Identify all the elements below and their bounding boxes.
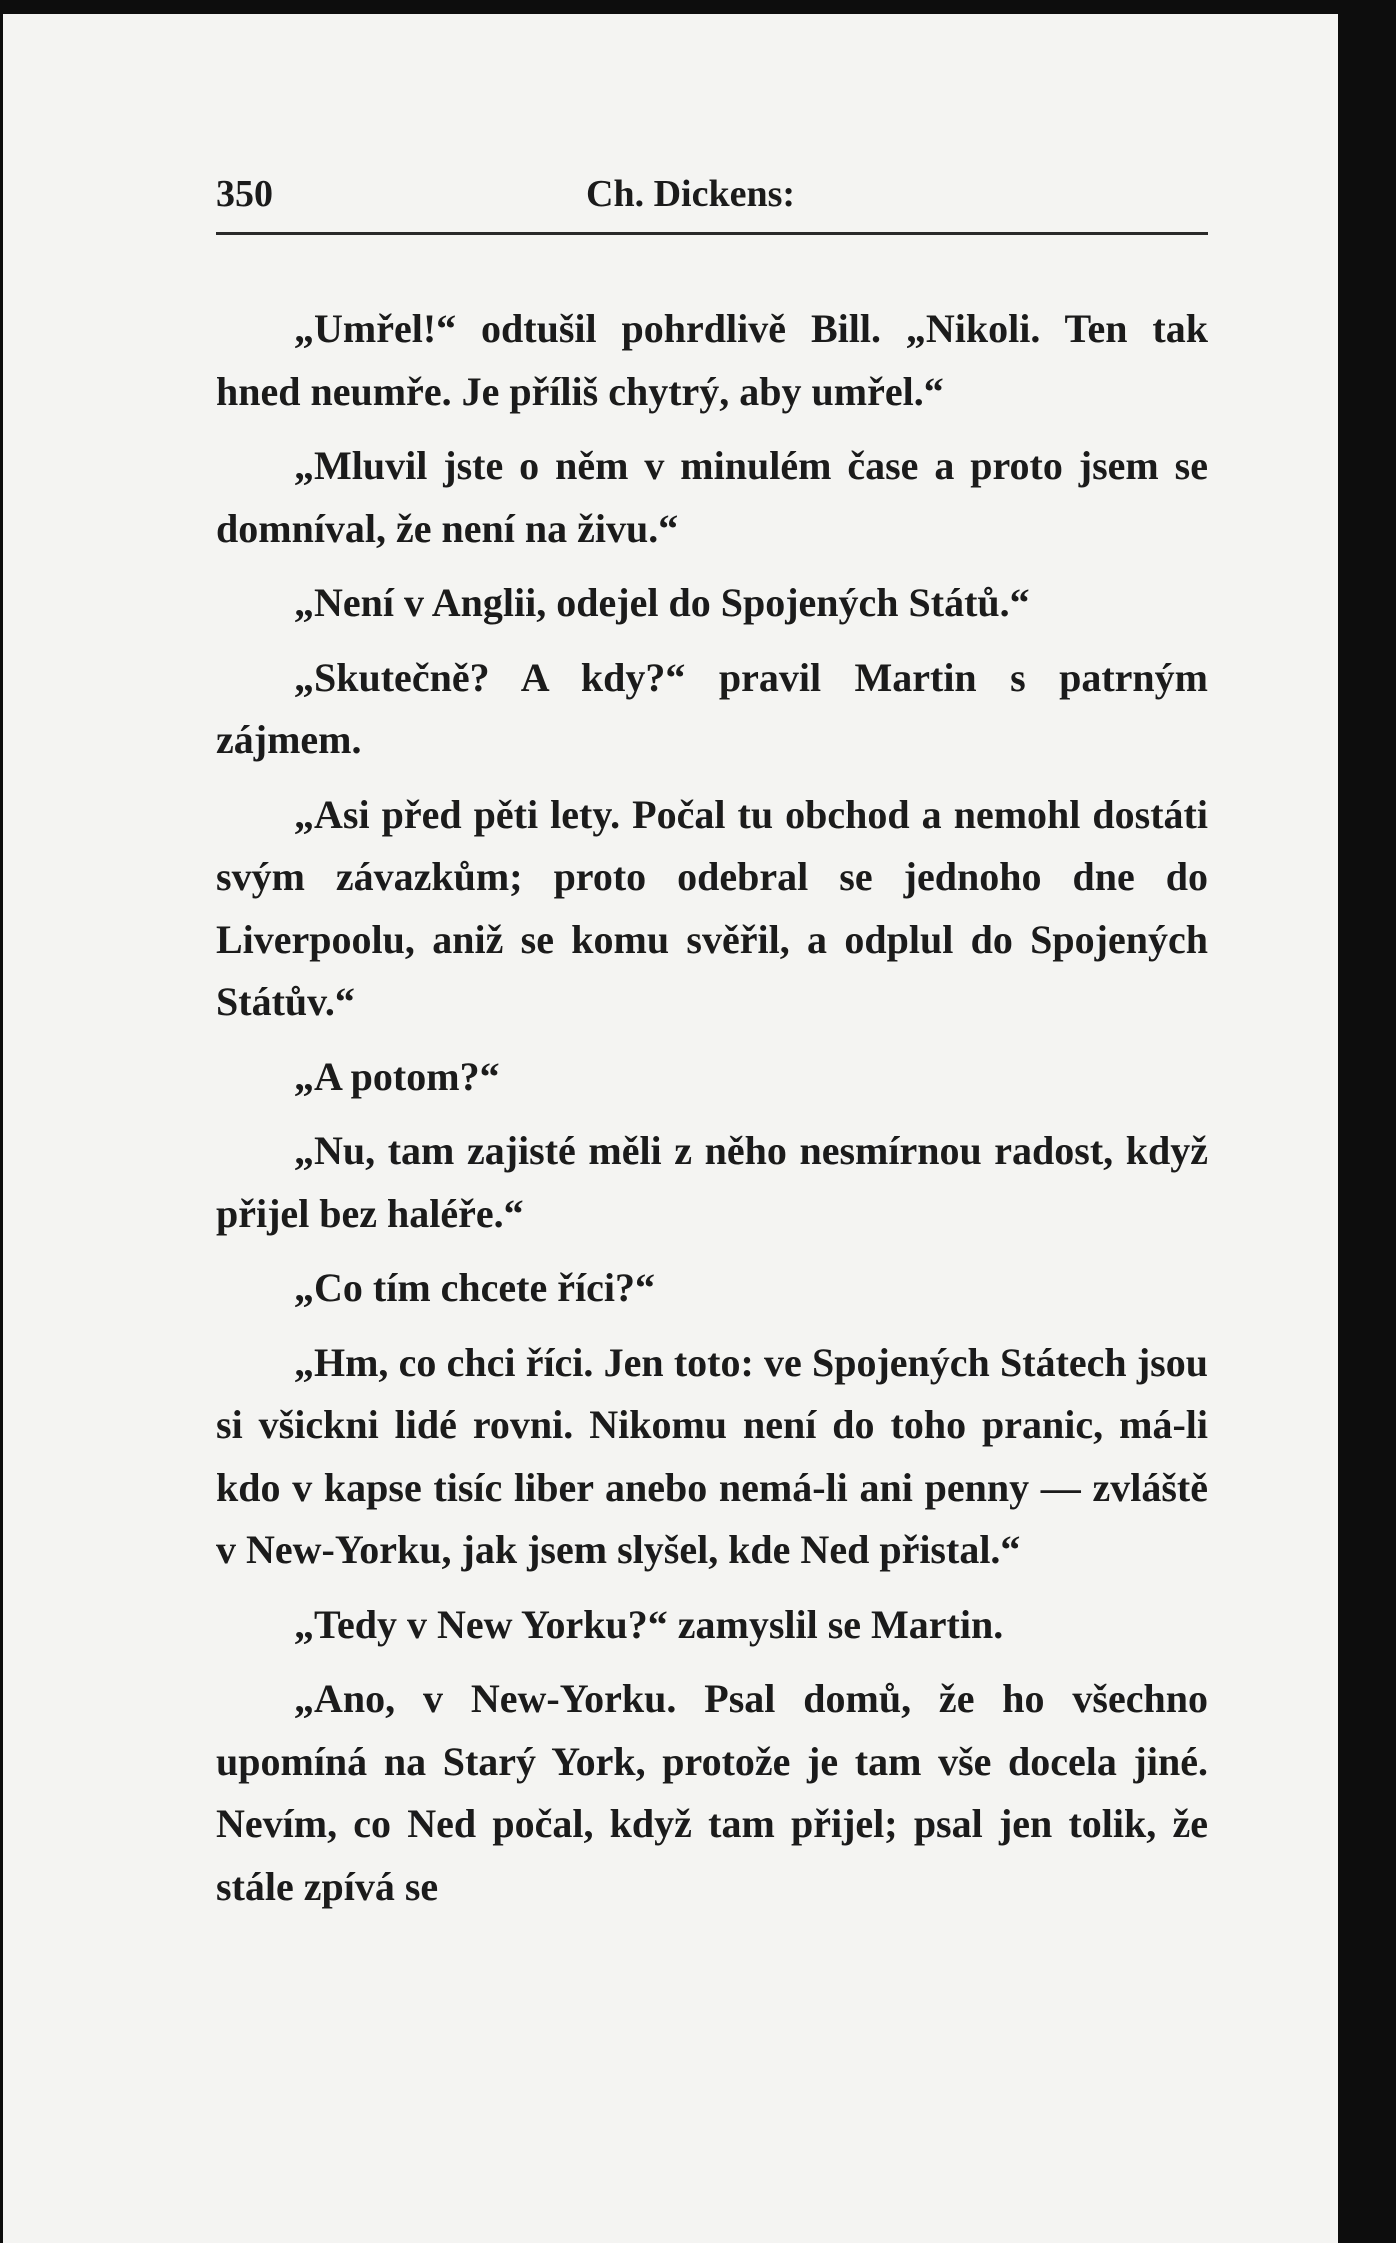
paragraph: „Asi před pěti lety. Počal tu obchod a nemohl dostáti svým závazkům; proto odebral se jednoho dne do Liverpoolu, aniž se komu svěřil, a odplul do Spojených Státův.“ bbox=[216, 791, 1208, 1024]
paragraph: „Hm, co chci říci. Jen toto: ve Spojených Státech jsou si všickni lidé rovni. Nikomu není do toho pranic, má-li kdo v kapse tisíc liber anebo nemá-li ani penny — zvláště v New-Yorku, jak jsem slyšel, kde Ned přistal.“ bbox=[216, 1339, 1208, 1572]
paragraph: „A potom?“ bbox=[294, 1053, 500, 1099]
header-rule bbox=[216, 232, 1208, 235]
paragraph: „Umřel!“ odtušil pohrdlivě Bill. „Nikoli. Ten tak hned neumře. Je příliš chytrý, aby umřel.“ bbox=[216, 306, 1208, 414]
paragraph: „Co tím chcete říci?“ bbox=[294, 1265, 655, 1310]
paragraph: „Tedy v New Yorku?“ zamyslil se Martin. bbox=[294, 1601, 1004, 1647]
paragraph: „Skutečně? A kdy?“ pravil Martin s patrným zájmem. bbox=[216, 654, 1208, 762]
page-number: 350 bbox=[216, 173, 273, 215]
body-text bbox=[216, 298, 1208, 1930]
paragraph: „Není v Anglii, odejel do Spojených Států.“ bbox=[294, 580, 1030, 625]
running-head: Ch. Dickens: bbox=[586, 173, 796, 215]
page-header bbox=[216, 162, 1208, 222]
paragraph: „Nu, tam zajisté měli z něho nesmírnou radost, když přijel bez haléře.“ bbox=[216, 1128, 1208, 1236]
paragraph: „Ano, v New-Yorku. Psal domů, že ho všechno upomíná na Starý York, protože je tam vše docela jiné. Nevím, co Ned počal, když tam přijel; psal jen tolik, že stále zpívá se bbox=[216, 1676, 1208, 1909]
paragraph: „Mluvil jste o něm v minulém čase a proto jsem se domníval, že není na živu.“ bbox=[216, 443, 1208, 551]
